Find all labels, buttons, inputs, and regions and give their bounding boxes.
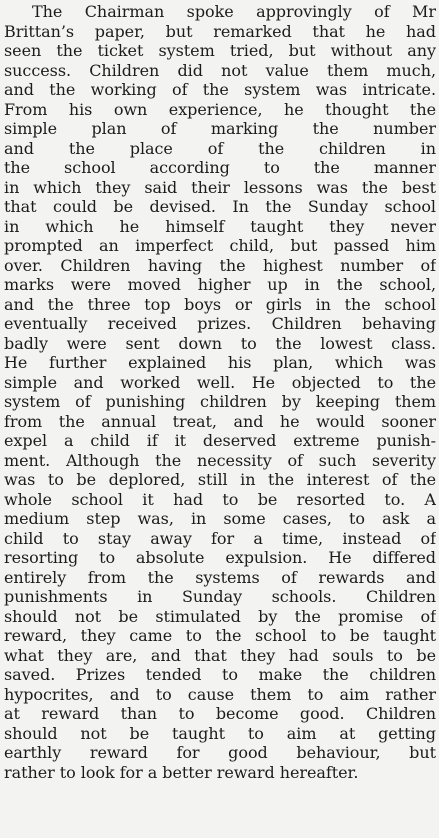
text-line: the school according to the manner	[4, 158, 436, 177]
text-line: system of punishing children by keeping them	[4, 392, 436, 411]
text-line: seen the ticket system tried, but without any	[4, 41, 436, 60]
text-line: that could be devised. In the Sunday school	[4, 197, 436, 216]
text-line: should not be stimulated by the promise of	[4, 606, 436, 626]
text-line: rather to look for a better reward hereafter.	[4, 762, 359, 782]
text-line: saved. Prizes tended to make the children	[4, 665, 436, 684]
text-line: medium step was, in some cases, to ask a	[4, 509, 436, 528]
text-line: eventually received prizes. Children behaving	[4, 314, 436, 333]
text-line: The Chairman spoke approvingly of Mr	[32, 2, 436, 21]
text-line: in which he himself taught they never	[4, 216, 436, 236]
text-line: earthly reward for good behaviour, but	[4, 743, 436, 762]
text-line: punishments in Sunday schools. Children	[4, 587, 436, 606]
text-line: From his own experience, he thought the	[4, 99, 436, 119]
text-line: badly were sent down to the lowest class.	[4, 333, 436, 353]
text-line: and the working of the system was intricate.	[4, 80, 436, 99]
text-line: hypocrites, and to cause them to aim rather	[4, 684, 436, 704]
text-line: resorting to absolute expulsion. He differed	[4, 548, 436, 567]
text-line: whole school it had to be resorted to. A	[4, 489, 436, 509]
text-line: prompted an imperfect child, but passed him	[4, 236, 436, 255]
text-line: child to stay away for a time, instead of	[4, 528, 436, 548]
text-line: from the annual treat, and he would sooner	[4, 411, 436, 431]
text-line: success. Children did not value them much,	[4, 60, 436, 80]
text-line: simple plan of marking the number	[4, 119, 436, 138]
text-line: simple and worked well. He objected to the	[4, 372, 436, 392]
text-line: was to be deplored, still in the interest of the	[4, 470, 436, 489]
text-line: at reward than to become good. Children	[4, 704, 436, 723]
text-line: marks were moved higher up in the school,	[4, 275, 436, 294]
text-line: expel a child if it deserved extreme punish-	[4, 431, 436, 450]
text-line: reward, they came to the school to be taught	[4, 626, 436, 645]
text-line: Brittan’s paper, but remarked that he had	[4, 21, 436, 41]
text-line: over. Children having the highest number of	[4, 255, 436, 275]
text-line: should not be taught to aim at getting	[4, 723, 436, 743]
text-line: and the three top boys or girls in the school	[4, 294, 436, 314]
text-line: He further explained his plan, which was	[4, 353, 436, 372]
text-line: ment. Although the necessity of such severity	[4, 450, 436, 470]
text-line: entirely from the systems of rewards and	[4, 567, 436, 587]
text-line: what they are, and that they had souls to be	[4, 645, 436, 665]
text-line: and the place of the children in	[4, 138, 436, 158]
text-line: in which they said their lessons was the best	[4, 177, 436, 197]
